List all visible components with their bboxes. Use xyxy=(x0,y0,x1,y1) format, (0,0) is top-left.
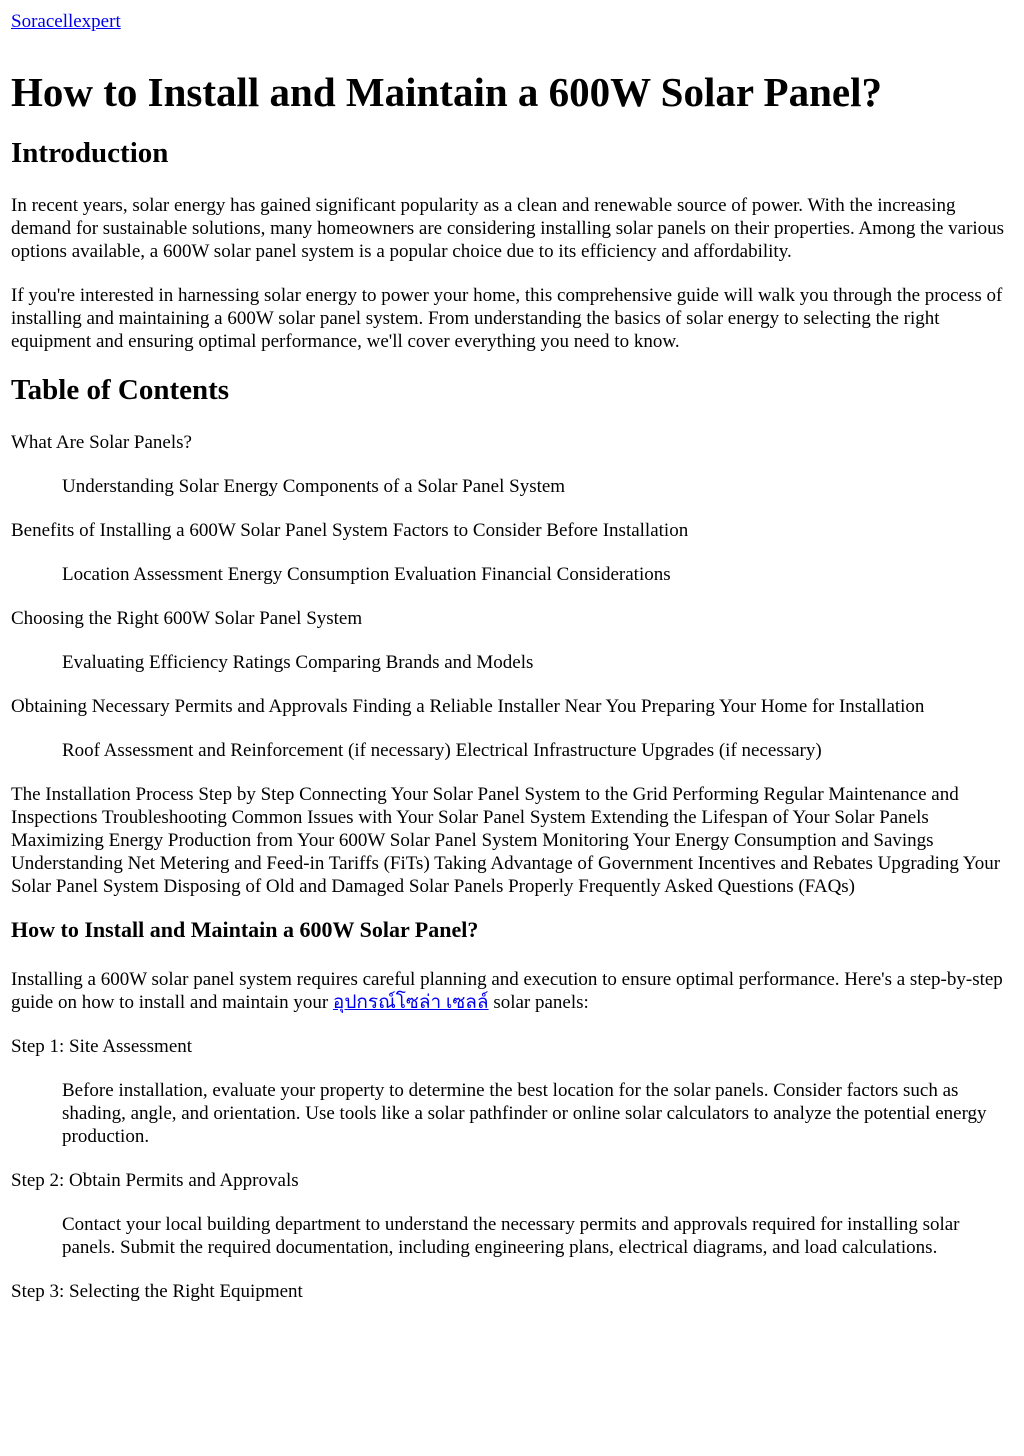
toc-item: The Installation Process Step by Step Connecting Your Solar Panel System to the Grid Performing Regular Maintenance and Inspections Troubleshooting Common Issues with Your Solar Panel System Extending the Lifespan of Your Solar Panels Maximizing Energy Production from Your 600W Solar Panel System Monitoring Your Energy Consumption and Savings Understanding Net Metering and Feed-in Tariffs (FiTs) Taking Advantage of Government Incentives and Rebates Upgrading Your Solar Panel System Disposing of Old and Damaged Solar Panels Properly Frequently Asked Questions (FAQs) xyxy=(11,784,1001,897)
step-3-title: Step 3: Selecting the Right Equipment xyxy=(11,1281,303,1302)
page xyxy=(0,10,1024,1303)
toc-item: Evaluating Efficiency Ratings Comparing Brands and Models xyxy=(62,652,534,673)
step-1-title: Step 1: Site Assessment xyxy=(11,1036,193,1057)
guide-heading: How to Install and Maintain a 600W Solar Panel? xyxy=(11,917,479,942)
intro-paragraph-2: If you're interested in harnessing solar energy to power your home, this comprehensive guide will walk you through the process of installing and maintaining a 600W solar panel system. From understanding the basics of solar energy to selecting the right equipment and ensuring optimal performance, we'll cover everything you need to know. xyxy=(11,285,1003,352)
guide-intro-text-end: solar panels: xyxy=(488,992,589,1013)
toc-item: Roof Assessment and Reinforcement (if necessary) Electrical Infrastructure Upgrades (if necessary) xyxy=(62,740,822,761)
site-link[interactable]: Soracellexpert xyxy=(11,11,121,32)
page-title: How to Install and Maintain a 600W Solar Panel? xyxy=(11,69,882,115)
toc-item: Benefits of Installing a 600W Solar Panel System Factors to Consider Before Installation xyxy=(11,520,689,541)
intro-heading: Introduction xyxy=(11,137,169,169)
guide-intro-text: Installing a 600W solar panel system requires careful planning and execution to ensure optimal performance. Here's a step-by-step guide on how to install and maintain your xyxy=(11,969,1003,1013)
toc-item: Choosing the Right 600W Solar Panel System xyxy=(11,608,363,629)
toc-item: Understanding Solar Energy Components of a Solar Panel System xyxy=(62,476,566,497)
toc-heading: Table of Contents xyxy=(11,374,230,406)
step-1-body: Before installation, evaluate your property to determine the best location for the solar panels. Consider factors such as shading, angle, and orientation. Use tools like a solar pathfinder or online solar calculators to analyze the potential energy production. xyxy=(62,1080,987,1147)
step-2-body: Contact your local building department to understand the necessary permits and approvals required for installing solar panels. Submit the required documentation, including engineering plans, electrical diagrams, and load calculations. xyxy=(62,1214,960,1258)
toc-item: What Are Solar Panels? xyxy=(11,432,192,453)
toc-item: Location Assessment Energy Consumption Evaluation Financial Considerations xyxy=(62,564,671,585)
toc-item: Obtaining Necessary Permits and Approvals Finding a Reliable Installer Near You Preparing Your Home for Installation xyxy=(11,696,925,717)
intro-paragraph-1: In recent years, solar energy has gained significant popularity as a clean and renewable source of power. With the increasing demand for sustainable solutions, many homeowners are considering installing solar panels on their properties. Among the various options available, a 600W solar panel system is a popular choice due to its efficiency and affordability. xyxy=(11,195,1005,262)
solar-equipment-link[interactable]: อุปกรณ์โซล่า เซลล์ xyxy=(332,992,489,1013)
guide-intro xyxy=(11,968,1013,1014)
step-2-title: Step 2: Obtain Permits and Approvals xyxy=(11,1170,299,1191)
